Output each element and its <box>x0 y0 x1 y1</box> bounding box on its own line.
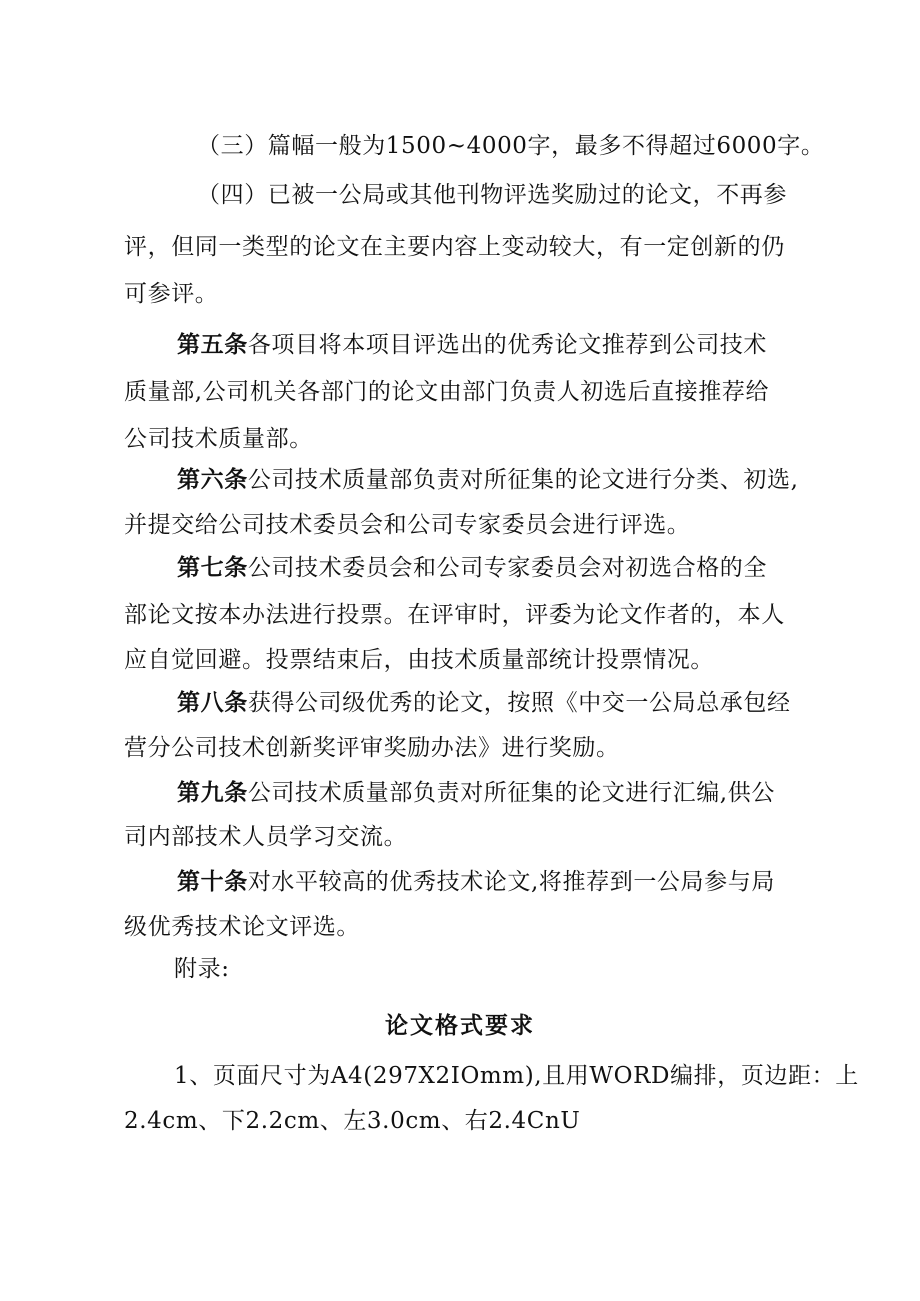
article-9-text: 公司技术质量部负责对所征集的论文进行汇编,供公 <box>247 780 775 806</box>
article-7-line-1 <box>0 553 920 583</box>
article-5-line-1 <box>0 330 920 360</box>
format-item-1-line-1: 1、页面尺寸为A4(297X2IOmm),且用WORD编排，页边距：上 <box>174 1063 859 1089</box>
article-5-line-2: 质量部,公司机关各部门的论文由部门负责人初选后直接推荐给 <box>124 379 770 405</box>
article-6-label: 第六条 <box>177 466 248 493</box>
item-3: （三）篇幅一般为1500~4000字，最多不得超过6000字。 <box>197 133 825 159</box>
article-6-line-2: 并提交给公司技术委员会和公司专家委员会进行评选。 <box>124 512 691 538</box>
article-7-line-2: 部论文按本办法进行投票。在评审时，评委为论文作者的，本人 <box>124 602 785 628</box>
article-8-line-1 <box>0 688 920 718</box>
appendix-label: 附录: <box>174 956 230 982</box>
article-10-line-1 <box>0 867 920 897</box>
article-10-line-2: 级优秀技术论文评选。 <box>124 914 360 940</box>
article-10-label: 第十条 <box>177 868 248 895</box>
article-8-text: 获得公司级优秀的论文，按照《中交一公局总承包经 <box>247 690 791 716</box>
article-7-line-3: 应自觉回避。投票结束后，由技术质量部统计投票情况。 <box>124 647 714 673</box>
article-8-line-2: 营分公司技术创新奖评审奖励办法》进行奖励。 <box>124 735 620 761</box>
article-7-text: 公司技术委员会和公司专家委员会对初选合格的全 <box>247 555 768 581</box>
format-item-1-line-2: 2.4cm、下2.2cm、左3.0cm、右2.4CnU <box>124 1108 581 1134</box>
article-10-text: 对水平较高的优秀技术论文,将推荐到一公局参与局 <box>247 869 775 895</box>
article-7-label: 第七条 <box>177 554 248 581</box>
article-5-label: 第五条 <box>177 331 248 358</box>
article-9-label: 第九条 <box>177 779 248 806</box>
article-5-line-3: 公司技术质量部。 <box>124 426 313 452</box>
article-9-line-1 <box>0 778 920 808</box>
item-4-line-3: 可参评。 <box>124 281 219 307</box>
item-4-line-1: （四）已被一公局或其他刊物评选奖励过的论文，不再参 <box>197 182 787 208</box>
format-requirements-title: 论文格式要求 <box>385 1012 535 1039</box>
article-9-line-2: 司内部技术人员学习交流。 <box>124 824 408 850</box>
article-6-line-1 <box>0 465 920 495</box>
article-8-label: 第八条 <box>177 689 248 716</box>
item-4-line-2: 评，但同一类型的论文在主要内容上变动较大，有一定创新的仍 <box>124 234 785 260</box>
article-6-text: 公司技术质量部负责对所征集的论文进行分类、初选, <box>247 467 799 493</box>
article-5-text: 各项目将本项目评选出的优秀论文推荐到公司技术 <box>247 332 768 358</box>
